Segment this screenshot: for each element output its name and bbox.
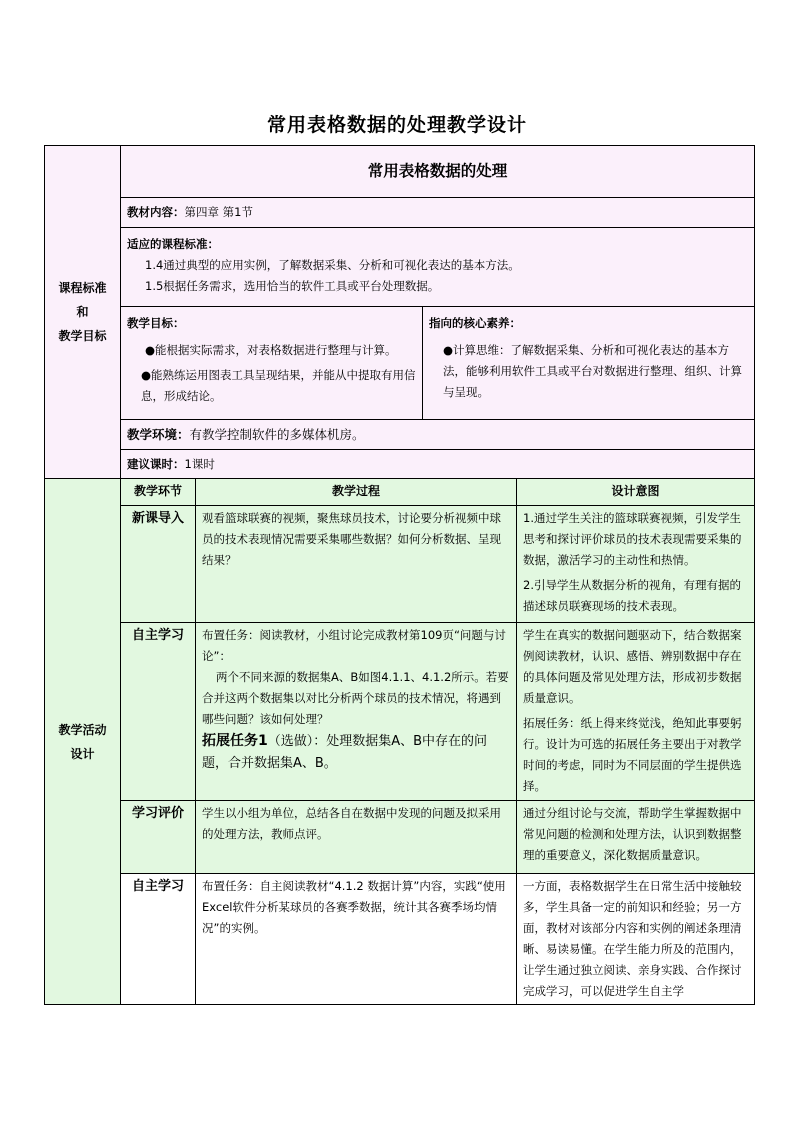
page-title: 常用表格数据的处理教学设计 [266, 114, 527, 136]
stage-cell: 自主学习 [121, 874, 196, 1005]
process-cell: 学生以小组为单位，总结各自在数据中发现的问题及拟采用的处理方法，教师点评。 [196, 801, 517, 874]
material-label: 教材内容： [127, 205, 185, 219]
activity-side-label: 教学活动 设计 [45, 479, 121, 1005]
hours-label: 建议课时： [127, 456, 185, 471]
core-label: 指向的核心素养： [429, 316, 521, 330]
goal-label: 教学目标： [127, 316, 185, 330]
stage-cell: 学习评价 [121, 801, 196, 874]
table-row [45, 506, 755, 623]
table-row [45, 874, 755, 1005]
extension-task-text: （选做）：处理数据集A、B中存在的问题，合并数据集A、B。 [202, 734, 488, 771]
stage-cell: 新课导入 [121, 506, 196, 623]
extension-task-label: 拓展任务1 [202, 733, 268, 749]
core-cell [423, 307, 755, 420]
table-row [45, 623, 755, 801]
environment-value: 有教学控制软件的多媒体机房。 [189, 427, 365, 442]
goal-cell [121, 307, 423, 420]
lesson-plan-table [44, 145, 755, 1005]
material-cell [121, 198, 755, 228]
core-item-1: ●计算思维：了解数据采集、分析和可视化表达的基本方法，能够利用软件工具或平台对数据进行整理、组织、计算与呈现。 [443, 343, 742, 399]
topic-title: 常用表格数据的处理 [121, 146, 755, 198]
standard-item-2: 1.5根据任务需求，选用恰当的软件工具或平台处理数据。 [145, 279, 440, 293]
intent-cell: 1.通过学生关注的篮球联赛视频，引发学生思考和探讨评价球员的技术表现需要采集的数据，激活学习的主动性和热情。 2.引导学生从数据分析的视角，有理有据的描述球员联赛现场的技术表现。 [517, 506, 755, 623]
process-cell: 布置任务：自主阅读教材“4.1.2 数据计算”内容，实践“使用Excel软件分析某球员的各赛季数据，统计其各赛季场均情况”的实例。 [196, 874, 517, 1005]
table-row [45, 801, 755, 874]
stage-cell: 自主学习 [121, 623, 196, 801]
standard-item-1: 1.4通过典型的应用实例，了解数据采集、分析和可视化表达的基本方法。 [145, 258, 520, 272]
environment-cell [121, 420, 755, 450]
header-process: 教学过程 [196, 479, 517, 506]
intent-cell: 通过分组讨论与交流，帮助学生掌握数据中常见问题的检测和处理方法，认识到数据整理的重要意义，深化数据质量意识。 [517, 801, 755, 874]
goal-item-1: ●能根据实际需求，对表格数据进行整理与计算。 [145, 343, 397, 357]
standard-cell [121, 228, 755, 307]
standards-side-label: 课程标准 和 教学目标 [45, 146, 121, 479]
process-cell: 布置任务：阅读教材，小组讨论完成教材第109页“问题与讨论”： 两个不同来源的数据集A、B如图4.1.1、4.1.2所示。若要合并这两个数据集以对比分析两个球员的技术情况，将遇到哪些问题？该如何处理？ 拓展任务1（选做）：处理数据集A、B中存在的问题，合并数据集A、B。 [196, 623, 517, 801]
header-stage: 教学环节 [121, 479, 196, 506]
process-cell: 观看篮球联赛的视频，聚焦球员技术，讨论要分析视频中球员的技术表现情况需要采集哪些数据？如何分析数据、呈现结果？ [196, 506, 517, 623]
environment-label: 教学环境： [127, 427, 190, 442]
goal-item-2: ●能熟练运用图表工具呈现结果，并能从中提取有用信息，形成结论。 [141, 368, 416, 403]
standard-label: 适应的课程标准： [127, 237, 219, 251]
material-value: 第四章 第1节 [184, 205, 253, 219]
hours-cell [121, 450, 755, 479]
hours-value: 1课时 [184, 456, 215, 471]
intent-cell: 学生在真实的数据问题驱动下，结合数据案例阅读教材，认识、感悟、辨别数据中存在的具体问题及常见处理方法，形成初步数据质量意识。 拓展任务：纸上得来终觉浅，绝知此事要躬行。设计为可选的拓展任务主要出于对教学时间的考虑，同时为不同层面的学生提供选择。 [517, 623, 755, 801]
header-intent: 设计意图 [517, 479, 755, 506]
intent-cell: 一方面，表格数据学生在日常生活中接触较多，学生具备一定的前知识和经验；另一方面，教材对该部分内容和实例的阐述条理清晰、易读易懂。在学生能力所及的范围内，让学生通过独立阅读、亲身实践、合作探讨完成学习，可以促进学生自主学 [517, 874, 755, 1005]
